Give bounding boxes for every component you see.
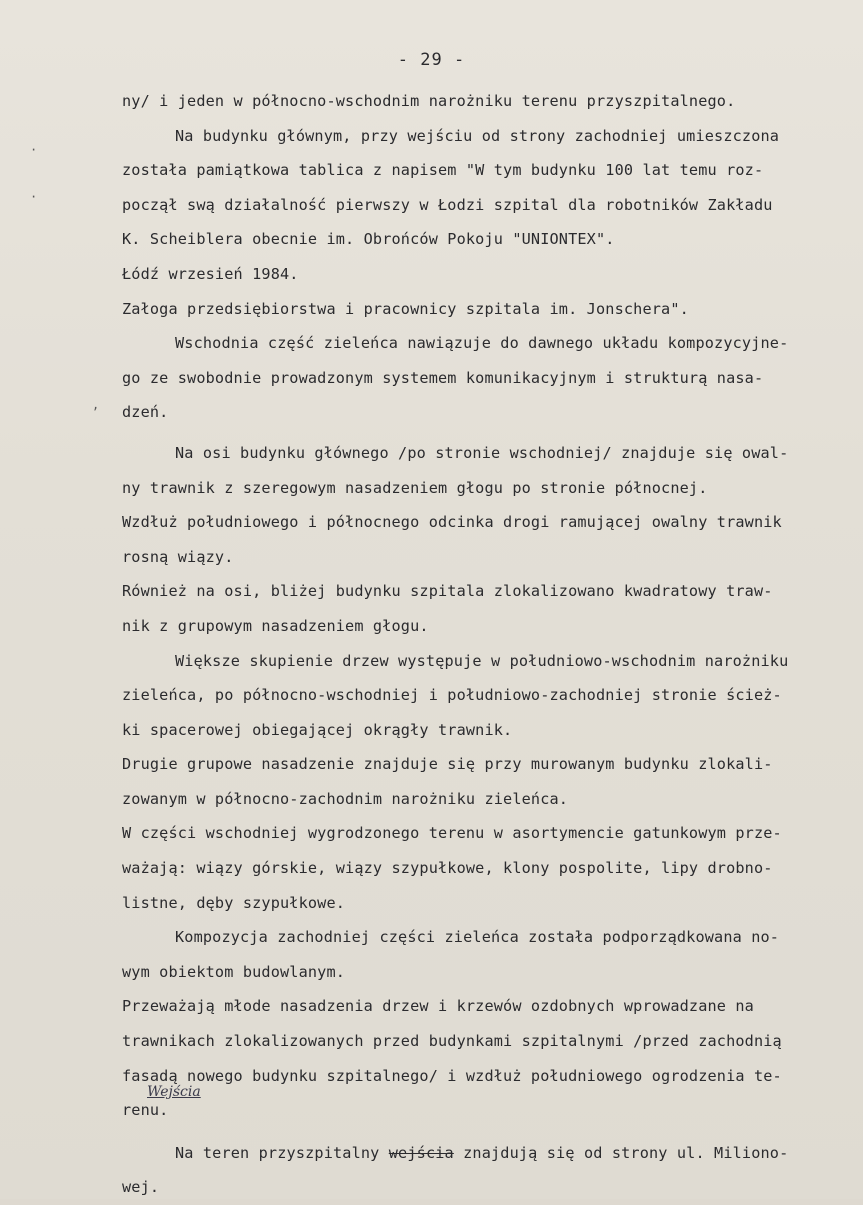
text-line: wym obiektom budowlanym. (122, 962, 346, 981)
text-line: Łódź wrzesień 1984. (122, 264, 299, 283)
margin-dot: · (30, 143, 38, 157)
text-line: fasadą nowego budynku szpitalnego/ i wzdłuż południowego ogrodzenia te- (122, 1066, 782, 1085)
text-line: została pamiątkowa tablica z napisem "W tym budynku 100 lat temu roz- (122, 161, 764, 180)
text-line: dzeń. (122, 403, 169, 422)
text-line: ki spacerowej obiegającej okrągły trawnik. (122, 720, 513, 739)
text-line: zieleńca, po północno-wschodniej i południowo-zachodniej stronie ścież- (122, 686, 782, 705)
text-line: ny trawnik z szeregowym nasadzeniem głogu po stronie północnej. (122, 478, 708, 497)
text-line (122, 1136, 842, 1171)
text-line: począł swą działalność pierwszy w Łodzi szpital dla robotników Zakładu (122, 195, 773, 214)
text-line: Kompozycja zachodniej części zieleńca została podporządkowana no- (175, 928, 780, 947)
text-line: Również na osi, bliżej budynku szpitala zlokalizowano kwadratowy traw- (122, 582, 773, 601)
text-line: Wschodnia część zieleńca nawiązuje do dawnego układu kompozycyjne- (175, 334, 789, 353)
document-body (122, 84, 842, 1205)
text-line: Załoga przedsiębiorstwa i pracownicy szpitala im. Jonschera". (122, 299, 689, 318)
text-line: wej. (122, 1178, 160, 1197)
text-line: Na budynku głównym, przy wejściu od strony zachodniej umieszczona (175, 126, 780, 145)
text-line: ważają: wiązy górskie, wiązy szypułkowe, klony pospolite, lipy drobno- (122, 859, 773, 878)
text-line: listne, dęby szypułkowe. (122, 893, 346, 912)
text-line: go ze swobodnie prowadzonym systemem komunikacyjnym i strukturą nasa- (122, 368, 764, 387)
text-line: ny/ i jeden w północno-wschodnim narożniku terenu przyszpitalnego. (122, 92, 736, 110)
margin-tick: , (92, 398, 100, 412)
text-fragment: znajdują się od strony ul. Miliono- (453, 1143, 789, 1162)
text-line: Przeważają młode nasadzenia drzew i krzewów ozdobnych wprowadzane na (122, 997, 754, 1016)
page-number: - 29 - (397, 50, 466, 70)
text-line: Większe skupienie drzew występuje w południowo-wschodnim narożniku (175, 651, 789, 670)
struck-word: wejścia (388, 1143, 454, 1162)
text-line: W części wschodniej wygrodzonego terenu w asortymencie gatunkowym prze- (122, 824, 782, 843)
text-line: renu. (122, 1101, 169, 1120)
handwritten-note: Wejścia (147, 1084, 201, 1100)
text-line: trawnikach zlokalizowanych przed budynkami szpitalnymi /przed zachodnią (122, 1032, 782, 1051)
text-line: nik z grupowym nasadzeniem głogu. (122, 616, 429, 635)
text-line: Na osi budynku głównego /po stronie wschodniej/ znajduje się owal- (175, 443, 789, 462)
text-fragment: Na teren przyszpitalny (175, 1143, 389, 1162)
margin-dot: · (30, 190, 38, 204)
text-line: Wzdłuż południowego i północnego odcinka drogi ramującej owalny trawnik (122, 513, 782, 532)
text-line: K. Scheiblera obecnie im. Obrońców Pokoju "UNIONTEX". (122, 230, 615, 249)
text-line: Drugie grupowe nasadzenie znajduje się przy murowanym budynku zlokali- (122, 755, 773, 774)
text-line: zowanym w północno-zachodnim narożniku zieleńca. (122, 789, 569, 808)
text-line: rosną wiązy. (122, 547, 234, 566)
